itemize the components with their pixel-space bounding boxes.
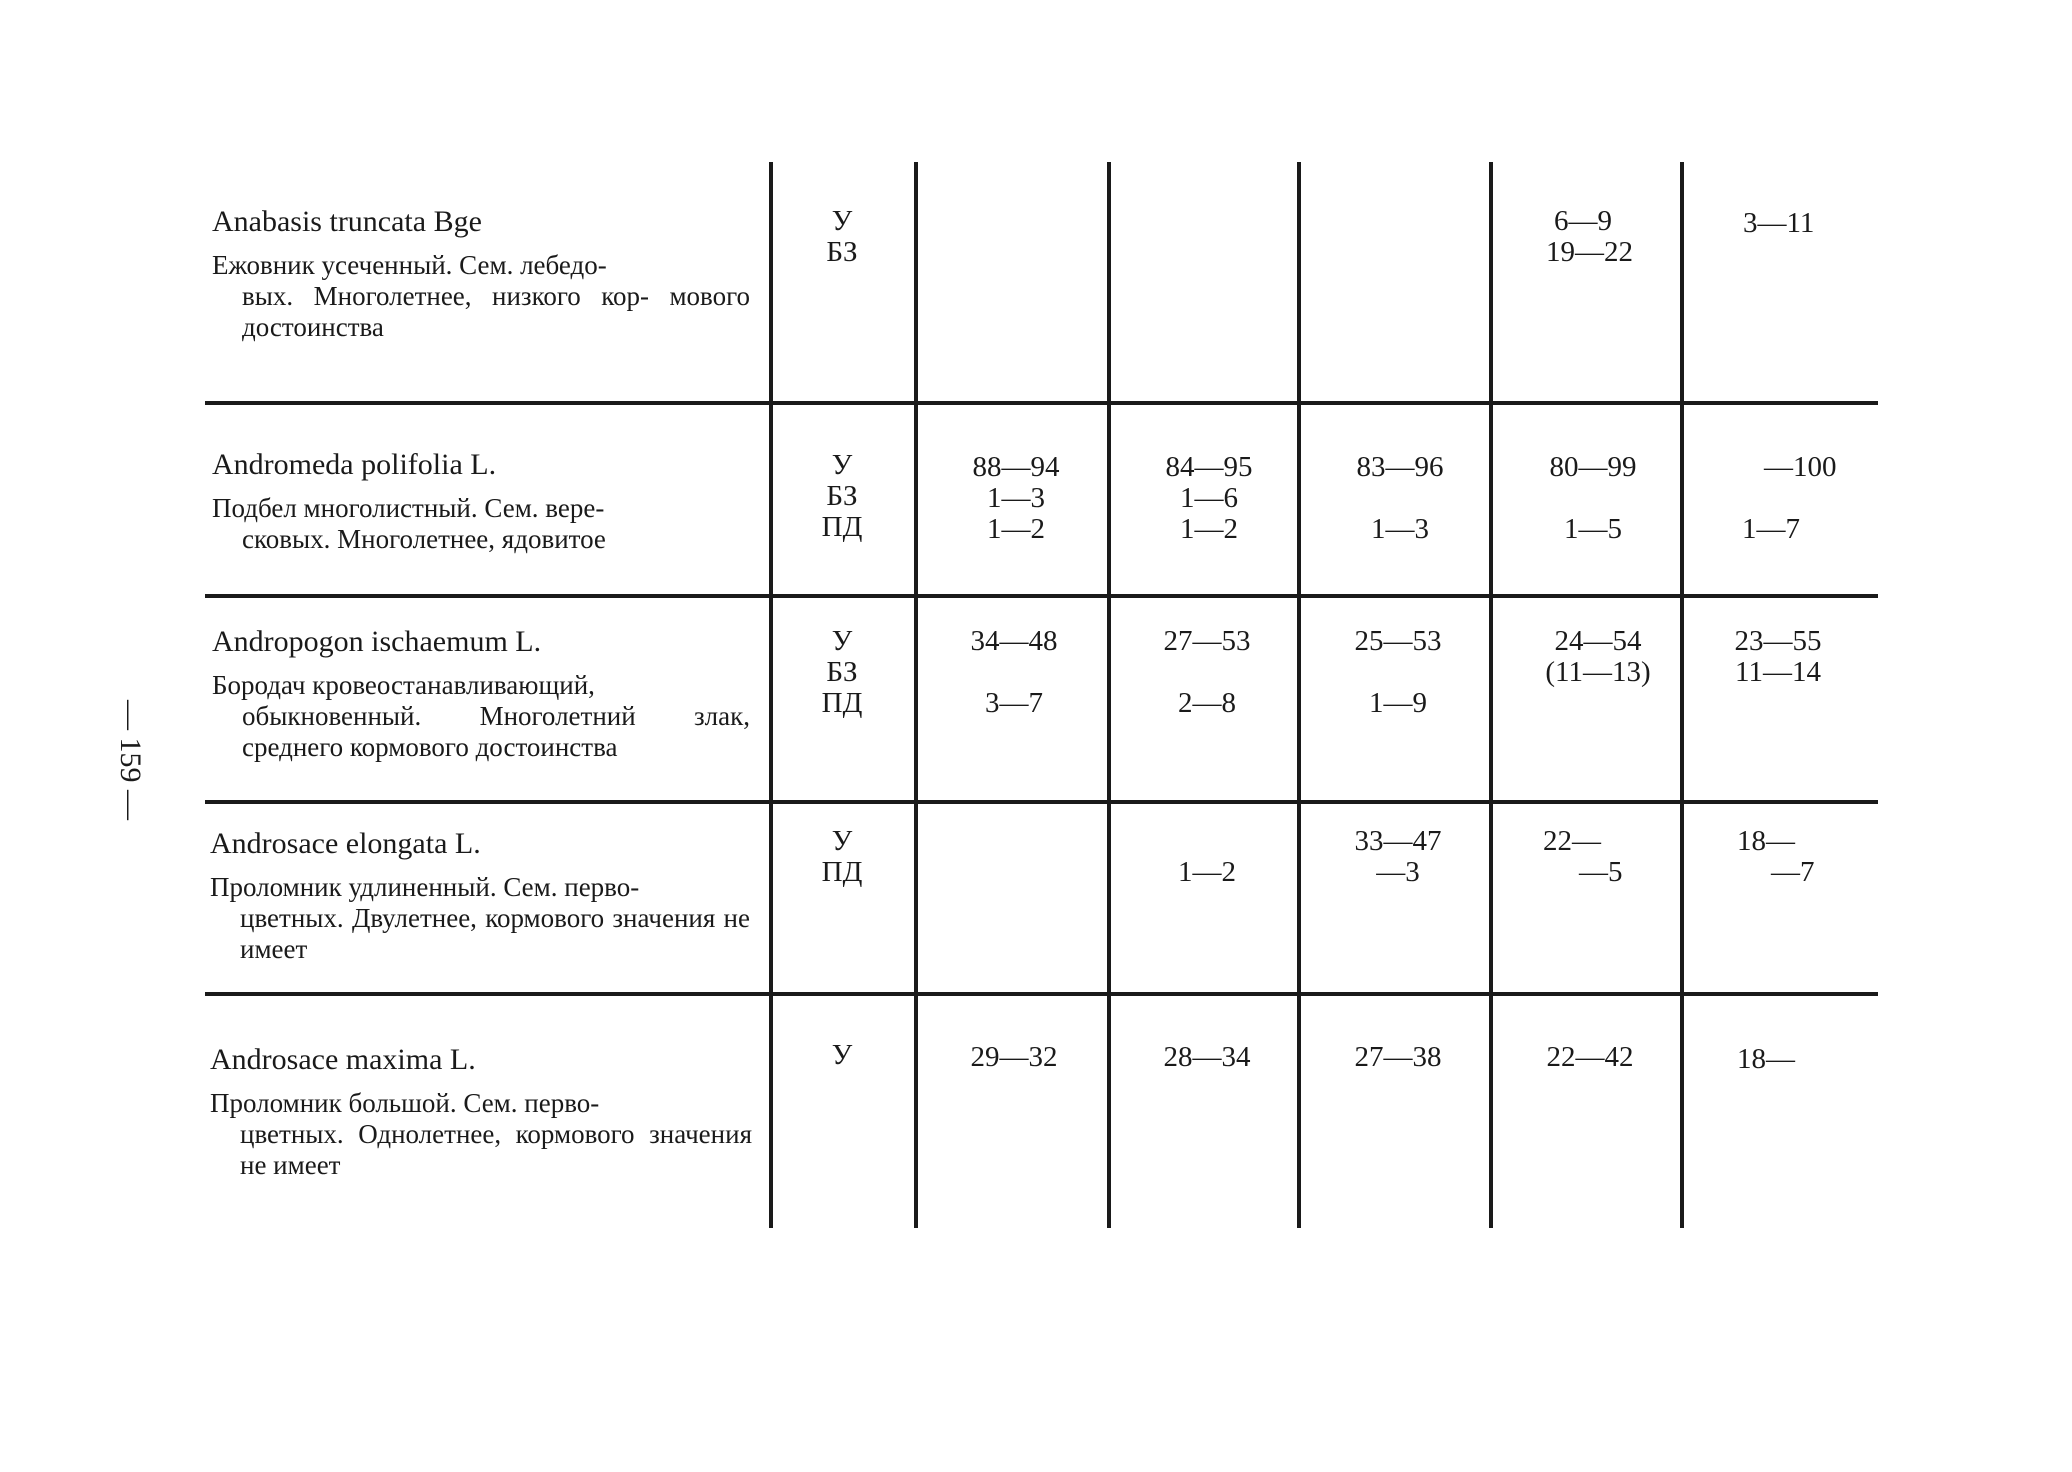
value	[1346, 657, 1450, 688]
zone-mark: ПД	[821, 856, 863, 888]
value-cell	[1742, 452, 1862, 545]
value: —5	[1579, 856, 1623, 888]
row-separator	[205, 594, 1878, 598]
description-first-line: Ежовник усеченный. Сем. лебедо-	[212, 250, 607, 280]
value-cell	[966, 452, 1066, 545]
zone-mark: БЗ	[826, 480, 858, 512]
value: 1—2	[1178, 856, 1236, 888]
species-description	[212, 250, 750, 343]
value-cell	[1159, 452, 1259, 545]
value: 22—42	[1546, 1041, 1634, 1073]
value-cell	[962, 626, 1066, 719]
zone-marks	[790, 206, 894, 268]
column-rule	[1680, 162, 1684, 1228]
latin-name: Anabasis truncata Bge	[212, 205, 482, 238]
value-cell	[1535, 1042, 1645, 1073]
zone-marks	[790, 626, 894, 719]
species-description	[212, 493, 750, 555]
value: 2—8	[1178, 687, 1236, 719]
description-continuation: вых. Многолетнее, низкого кор- мового достоинства	[242, 281, 750, 342]
zone-mark: БЗ	[826, 656, 858, 688]
value-cell	[1743, 208, 1814, 239]
description-continuation: сковых. Многолетнее, ядовитое	[242, 524, 606, 554]
value-cell	[1546, 206, 1633, 268]
value: 29—32	[970, 1041, 1058, 1073]
zone-mark: У	[831, 205, 853, 237]
value: 83—96	[1356, 451, 1444, 483]
zone-marks	[790, 450, 894, 543]
zone-mark: У	[831, 825, 853, 857]
zone-mark: У	[831, 449, 853, 481]
value-cell	[1543, 452, 1643, 545]
value-cell	[1350, 452, 1450, 545]
description-first-line: Подбел многолистный. Сем. вере-	[212, 493, 605, 523]
value	[1155, 826, 1259, 857]
description-continuation: цветных. Двулетнее, кормового значения не имеет	[240, 903, 750, 964]
species-cell	[210, 826, 750, 965]
zone-mark: ПД	[821, 511, 863, 543]
column-rule	[1489, 162, 1493, 1228]
value: 1—2	[1180, 513, 1238, 545]
zone-marks	[790, 826, 894, 888]
value	[1350, 483, 1450, 514]
description-continuation: обыкновенный. Многолетний злак, среднего кормового достоинства	[242, 701, 750, 762]
value-cell	[1155, 626, 1259, 719]
value-cell	[1346, 826, 1450, 888]
column-rule	[914, 162, 918, 1228]
value-cell	[1155, 826, 1259, 888]
species-description	[212, 670, 750, 763]
latin-name: Androsace maxima L.	[210, 1043, 476, 1076]
value-cell	[1535, 626, 1661, 688]
value-cell	[1737, 1044, 1795, 1075]
value: 33—47	[1354, 825, 1442, 857]
latin-name: Andropogon ischaemum L.	[212, 625, 542, 658]
value-cell	[1346, 626, 1450, 719]
value: 27—38	[1354, 1041, 1442, 1073]
description-first-line: Проломник удлиненный. Сем. перво-	[210, 872, 640, 902]
value: 1—2	[987, 513, 1045, 545]
description-first-line: Бородач кровеостанавливающий,	[212, 670, 595, 700]
species-description	[210, 1088, 752, 1181]
species-cell	[212, 447, 750, 555]
species-cell	[212, 204, 750, 343]
latin-name: Andromeda polifolia L.	[212, 448, 497, 481]
value	[1742, 483, 1862, 514]
value-cell	[962, 1042, 1066, 1073]
value-cell	[1346, 1042, 1450, 1073]
value: —7	[1771, 856, 1815, 888]
value: 3—7	[985, 687, 1043, 719]
species-cell	[210, 1042, 752, 1181]
value: 27—53	[1163, 625, 1251, 657]
latin-name: Androsace elongata L.	[210, 827, 481, 860]
value	[962, 657, 1066, 688]
zone-mark: ПД	[821, 687, 863, 719]
value: 84—95	[1165, 451, 1253, 483]
zone-mark: У	[831, 625, 853, 657]
value: (11—13)	[1545, 656, 1651, 688]
column-rule	[1107, 162, 1111, 1228]
column-rule	[769, 162, 773, 1228]
value-cell	[1726, 626, 1830, 688]
row-separator	[205, 401, 1878, 405]
description-continuation: цветных. Однолетнее, кормового значения не имеет	[240, 1119, 752, 1180]
value: 34—48	[970, 625, 1058, 657]
species-cell	[212, 624, 750, 763]
value: 28—34	[1163, 1041, 1251, 1073]
zone-marks	[790, 1040, 894, 1071]
value: 18—	[1737, 1043, 1795, 1075]
value: 24—54	[1554, 625, 1642, 657]
column-rule	[1297, 162, 1301, 1228]
species-description	[210, 872, 750, 965]
value-cell	[1543, 826, 1653, 888]
value: 11—14	[1735, 656, 1821, 688]
value	[1543, 483, 1643, 514]
value: 1—6	[1180, 482, 1238, 514]
value: 1—3	[1371, 513, 1429, 545]
zone-mark: БЗ	[826, 236, 858, 268]
value: 1—7	[1742, 513, 1800, 545]
value-cell	[1737, 826, 1847, 888]
row-separator	[205, 992, 1878, 996]
row-separator	[205, 800, 1878, 804]
value: 1—9	[1369, 687, 1427, 719]
value: 80—99	[1549, 451, 1637, 483]
value: —100	[1764, 451, 1837, 483]
value: 6—9	[1554, 205, 1612, 237]
value: 23—55	[1734, 625, 1822, 657]
description-first-line: Проломник большой. Сем. перво-	[210, 1088, 600, 1118]
value: 19—22	[1546, 236, 1633, 268]
value: 1—3	[987, 482, 1045, 514]
value: —3	[1376, 856, 1420, 888]
value-cell	[1155, 1042, 1259, 1073]
value: 88—94	[972, 451, 1060, 483]
value: 25—53	[1354, 625, 1442, 657]
value: 3—11	[1743, 207, 1815, 239]
value: 1—5	[1564, 513, 1622, 545]
zone-mark: У	[831, 1039, 853, 1071]
value: 22—	[1543, 825, 1601, 857]
page-number: — 159 —	[114, 700, 147, 820]
value	[1155, 657, 1259, 688]
value: 18—	[1737, 825, 1795, 857]
